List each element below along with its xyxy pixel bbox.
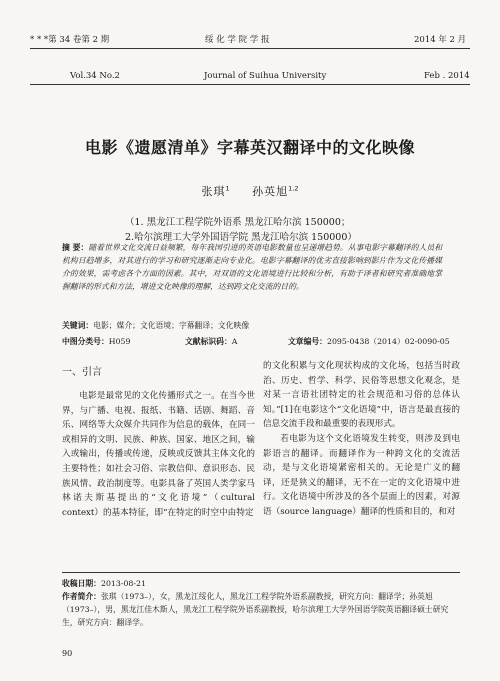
page-number: 90 — [62, 649, 73, 658]
header-issue-cn: * * *第 34 卷第 2 期 — [30, 35, 110, 45]
author-bio-label: 作者简介： — [62, 592, 101, 601]
body-left-column — [62, 389, 255, 520]
article-number — [288, 336, 450, 347]
author-affiliation-mark: 1 — [225, 184, 230, 193]
header-date-en: Feb . 2014 — [424, 71, 470, 81]
doc-value: A — [231, 337, 238, 346]
clc-label: 中图分类号： — [62, 337, 109, 346]
paragraph: 电影是最常见的文化传播形式之一。在当今世界，与广播、电视、报纸、书籍、话剧、舞蹈、音乐、网络等大众媒介共同作为信息的载体，在同一或相异的文明、民族、种族、国家、地区之间，输入或输出，传播或传递，反映或反馈其主体文化的主要特性；如社会习俗、宗教信仰、意识形态、民族风情、政治制度等。电影具备了英国人类学家马林诺夫斯基提出的“文化语境”（cultural context）的基本特征，即“在特定的时空中由特定 — [62, 391, 255, 518]
article-number-value: 2095-0438（2014）02-0090-05 — [326, 337, 450, 346]
author-line — [0, 183, 500, 199]
author-name: 张琪 — [201, 185, 226, 198]
footnote-rule — [62, 572, 460, 573]
header-journal-cn: 绥 化 学 院 学 报 — [205, 35, 270, 45]
keywords — [62, 320, 249, 331]
clc-number — [62, 336, 130, 347]
received-value: 2013-08-21 — [100, 579, 146, 588]
author-bio — [62, 590, 460, 629]
header-journal-en: Journal of Suihua University — [204, 71, 327, 81]
doc-label: 文献标识码： — [185, 337, 232, 346]
article-title: 电影《遗愿清单》字幕英汉翻译中的文化映像 — [84, 138, 415, 157]
header-issue-en: Vol.34 No.2 — [70, 71, 120, 81]
header-divider-bottom — [30, 84, 470, 85]
author-affiliation-mark: 1,2 — [288, 184, 299, 193]
document-code — [185, 336, 237, 347]
body-right-column — [263, 359, 460, 520]
affiliation-2: 2.哈尔滨理工大学外国语学院 黑龙江哈尔滨 150000） — [125, 232, 357, 243]
section-heading: 一、引言 — [62, 367, 102, 378]
keywords-label: 关键词： — [62, 321, 94, 330]
article-number-label: 文章编号： — [288, 337, 327, 346]
affiliation-1: （1. 黑龙江工程学院外语系 黑龙江哈尔滨 150000； — [125, 217, 351, 228]
abstract-label: 摘 要： — [62, 243, 89, 252]
abstract-text: 随着世界文化交流日益频繁，每年我国引进的英语电影数量也呈递增趋势。从事电影字幕翻译的人员和机构日趋增多，对其进行的学习和研究逐渐走向专业化。电影字幕翻译的优劣直接影响到影片作为文化传播媒介的效果，需考虑各个方面的因素。其中，对双语的文化语境进行比较和分析，有助于译者和研究者准确地掌握翻译的形式和方法，增进文化映像的理解，达到跨文化交流的目的。 — [62, 243, 442, 292]
clc-value: H059 — [108, 337, 131, 346]
header-date-cn: 2014 年 2 月 — [414, 35, 467, 45]
author-name: 孙英旭 — [252, 185, 289, 198]
paragraph: 若电影为这个文化语境发生转变，则涉及到电影语言的翻译。而翻译作为一种跨文化的交流活动，是与文化语境紧密相关的。无论是广义的翻译，还是狭义的翻译，无不在一定的文化语境中进行。文化语境中所涉及的各个层面上的因素，对源语（source language）翻译的性质和目的，和对 — [263, 433, 460, 517]
header-divider-top — [30, 48, 470, 49]
paragraph: 的文化积累与文化现状构成的文化场，包括当时政治、历史、哲学、科学、民俗等思想文化观念，是对某一言语社团特定的社会规范和习俗的总体认知。”[1]在电影这个“文化语境”中，语言是最直接的信息交流手段和最重要的表现形式。 — [263, 361, 460, 430]
received-date — [62, 577, 460, 590]
abstract — [62, 241, 442, 293]
author-bio-text: 张琪（1973–），女，黑龙江绥化人，黑龙江工程学院外语系副教授，研究方向：翻译学；孙英旭（1973–），男，黑龙江佳木斯人，黑龙江工程学院外语系副教授，哈尔滨理工大学外国语学院英语翻译硕士研究生，研究方向：翻译学。 — [62, 592, 449, 627]
received-label: 收稿日期： — [62, 579, 101, 588]
keywords-text: 电影；媒介；文化语境；字幕翻译；文化映像 — [93, 321, 250, 330]
footnotes — [62, 577, 460, 629]
